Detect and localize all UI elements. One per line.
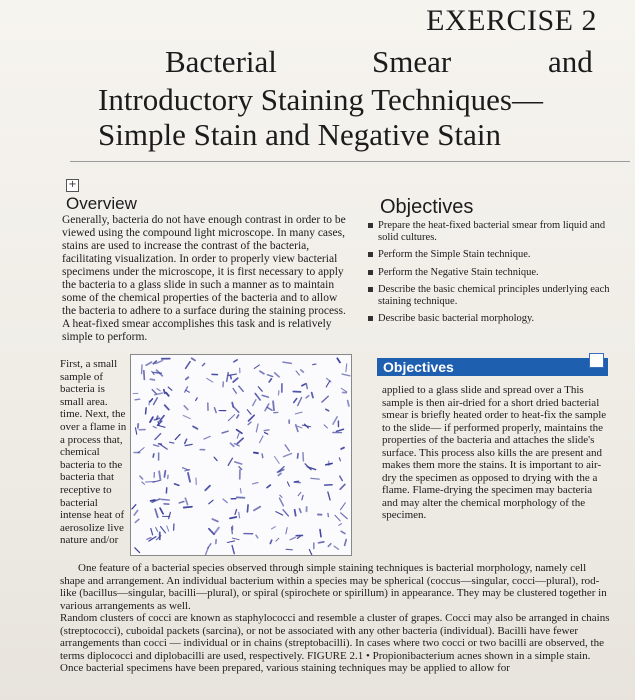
bacterium-rod [297, 536, 300, 538]
bacterium-rod [262, 454, 263, 458]
bacterium-rod [134, 511, 137, 515]
bacterium-rod [260, 371, 264, 373]
bacterium-rod [247, 410, 251, 415]
bacterium-rod [156, 528, 158, 532]
bacterium-rod [150, 379, 154, 380]
bacterium-rod [255, 394, 260, 400]
title-word-and: and [548, 44, 593, 79]
bacterium-rod [184, 406, 188, 410]
bacterium-rod [192, 358, 195, 360]
bacterium-rod [267, 407, 272, 410]
bacterium-rod [233, 378, 237, 382]
bacterium-rod [247, 505, 248, 512]
bacterium-rod [150, 399, 152, 402]
bacterium-rod [283, 510, 288, 516]
bacterium-rod [254, 453, 258, 454]
bacterium-rod [339, 458, 340, 461]
bacterium-rod [153, 426, 156, 428]
bacterium-rod [161, 527, 166, 533]
exercise-label: EXERCISE 2 [426, 4, 597, 37]
bacterium-rod [311, 478, 319, 479]
bacterium-rod [276, 512, 283, 515]
bacterium-rod [336, 429, 343, 431]
title-divider [70, 161, 630, 162]
bacterium-rod [155, 434, 161, 440]
bacterium-rod [147, 538, 151, 540]
body-text [60, 562, 610, 675]
bacterium-rod [146, 408, 147, 414]
bacterium-rod [232, 403, 233, 407]
overview-heading: Overview [66, 194, 137, 213]
bacterium-rod [153, 481, 159, 483]
bacterium-rod [214, 457, 217, 460]
objective-item: Describe the basic chemical principles underlying each staining technique. [366, 284, 624, 307]
micrograph-image [130, 354, 352, 556]
bacterium-rod [164, 471, 165, 477]
bacterium-rod [154, 445, 159, 446]
bacterium-rod [283, 362, 291, 363]
bacterium-rod [151, 529, 153, 535]
bacterium-rod [326, 381, 330, 387]
bacterium-rod [132, 505, 136, 509]
bacterium-rod [296, 371, 299, 375]
bacterium-rod [228, 374, 236, 375]
bacterium-rod [214, 408, 216, 413]
bacterium-rod [256, 424, 258, 432]
bacterium-rod [186, 377, 189, 379]
bacterium-rod [237, 415, 239, 418]
body-paragraph-1: One feature of a bacterial species observed through simple staining techniques is bacterial morphology, namely cell shape and arrangement. An individual bacterium within a species may be spherical (coccus—singular, cocci—plural), rod-like (bacillus—singular, bacilli—plural), or spiral (spirochete or spirillum) in appearance. They may be clustered together in various arrangements as well. [60, 562, 607, 612]
bacterium-rod [153, 372, 161, 373]
bacterium-rod [322, 396, 328, 402]
bacterium-rod [202, 363, 204, 365]
bacterium-rod [269, 379, 271, 382]
title-word-smear: Smear [372, 44, 452, 79]
bacterium-rod [135, 399, 140, 400]
bacterium-rod [214, 528, 218, 534]
bacterium-rod [185, 498, 187, 504]
bacterium-rod [326, 409, 329, 410]
bacterium-rod [276, 538, 279, 541]
bacterium-rod [165, 405, 169, 409]
bacterium-rod [193, 426, 197, 428]
bacterium-rod [138, 448, 144, 453]
bacterium-rod [335, 515, 340, 521]
bacterium-rod [260, 436, 263, 443]
objectives-list [366, 220, 624, 331]
objectives-banner: Objectives [377, 358, 608, 376]
bacterium-rod [175, 434, 180, 439]
bacterium-rod [285, 445, 289, 451]
bacterium-rod [328, 492, 330, 500]
bacterium-rod [339, 524, 342, 525]
bacterium-rod [275, 373, 279, 377]
bacterium-rod [342, 374, 350, 376]
bacterium-rod [159, 471, 160, 480]
bacterium-rod [237, 430, 242, 434]
bacterium-rod [272, 527, 276, 529]
objective-item: Perform the Negative Stain technique. [366, 267, 624, 279]
bacterium-rod [297, 426, 301, 428]
bacterium-rod [348, 401, 349, 406]
bacterium-rod [142, 365, 143, 374]
bacterium-rod [232, 546, 234, 554]
title-word-bacterial: Bacterial [165, 44, 277, 79]
bacterium-rod [274, 456, 279, 463]
bacterium-rod [345, 540, 347, 546]
bacterium-rod [142, 482, 145, 484]
bacterium-rod [278, 473, 281, 475]
bacterium-rod [280, 495, 282, 497]
bacterium-rod [340, 503, 345, 510]
bacterium-rod [297, 454, 298, 458]
bacterium-rod [228, 415, 234, 421]
bacterium-rod [319, 542, 324, 543]
bacterium-rod [235, 510, 236, 515]
bacterium-rod [273, 401, 274, 410]
bacterium-rod [233, 388, 236, 393]
bacterium-rod [290, 537, 295, 539]
bacterium-rod [258, 387, 262, 391]
bacterium-rod [341, 388, 346, 392]
bacterium-rod [334, 546, 338, 549]
bacterium-rod [167, 526, 169, 531]
bacterium-rod [135, 519, 139, 522]
bacterium-rod [154, 398, 158, 405]
bacterium-rod [313, 364, 316, 365]
bacterium-rod [223, 499, 227, 503]
bacterium-rod [340, 484, 345, 489]
bacterium-rod [253, 400, 256, 406]
bacterium-rod [239, 512, 240, 517]
title-line-3: Simple Stain and Negative Stain [98, 117, 501, 152]
bacterium-rod [337, 358, 340, 362]
bacterium-rod [196, 398, 198, 401]
bacterium-rod [233, 407, 238, 413]
bacterium-rod [305, 464, 311, 470]
bacterium-rod [340, 476, 342, 480]
bacterium-rod [150, 417, 153, 422]
bacterium-rod [222, 431, 228, 433]
bacterium-rod [179, 502, 184, 503]
objective-item: Describe basic bacterial morphology. [366, 313, 624, 325]
bacterium-rod [166, 393, 169, 396]
bacterium-rod [160, 444, 167, 449]
bacterium-rod [324, 425, 327, 428]
expand-icon[interactable]: + [66, 179, 79, 192]
bacterium-rod [212, 519, 217, 521]
banner-corner-box [589, 353, 604, 368]
bacterium-rod [299, 509, 300, 513]
bacterium-rod [135, 548, 140, 553]
bacterium-rod [283, 453, 291, 456]
bacterium-rod [188, 473, 190, 482]
wrapped-text-left: First, a small sample of bacteria is small area. time. Next, the over a flame in a process that, chemical bacteria to the bacteria that receptive to bacterial intense heat of aerosolize live nature and/or [60, 358, 127, 547]
bacterium-rod [254, 365, 259, 368]
overview-text: Generally, bacteria do not have enough contrast in order to be viewed using the compound light microscope. In many cases, stains are used to increase the contrast of the bacteria, facilitating visualization. In order to properly view bacterial specimens under the microscope, it is first necessary to apply the bacteria to a glass slide in such a manner as to maintain some of the chemical properties of the bacteria and to allow the bacteria to adhere to a surface during the staining process. A heat-fixed smear accomplishes this task and is relatively simple to perform. [62, 214, 346, 343]
bacterium-rod [278, 470, 284, 473]
bacterium-rod [169, 512, 171, 518]
bacterium-rod [184, 507, 192, 508]
bacterium-rod [248, 422, 251, 425]
body-paragraph-2: Random clusters of cocci are known as staphylococci and resemble a cluster of grapes. Cocci may also be arranged in chains (streptococci), cuboidal packets (sarcina), or not be associated with any other bacteria (individual). Bacilli have fewer arrangements than cocci — individual or in chains (streptobacilli). In cases where two cocci or two bacilli are observed, the terms diplococci and diplobacilli are used, respectively. FIGURE 2.1 • Propionibacterium acnes shown in a simple stain. Once bacterial specimens have been prepared, various staining techniques may be applied to allow for [60, 612, 610, 674]
bacterium-rod [312, 393, 313, 398]
bacterium-rod [146, 362, 151, 365]
bacterium-rod [186, 362, 190, 369]
bacterium-rod [333, 417, 337, 424]
bacterium-rod [234, 360, 237, 362]
bacterium-rod [262, 395, 268, 397]
bacterium-rod [170, 442, 174, 443]
bacterium-rod [235, 462, 242, 464]
bacterium-rod [164, 390, 165, 394]
bacterium-rod [265, 433, 268, 435]
bacterium-rod [287, 482, 289, 486]
bacterium-rod [237, 433, 239, 438]
bacterium-rod [157, 389, 160, 391]
bacterium-rod [302, 384, 305, 386]
bacterium-rod [185, 444, 192, 445]
bacterium-rod [341, 448, 344, 449]
bacterium-rod [227, 541, 234, 543]
bacterium-rod [230, 517, 236, 518]
bacterium-rod [209, 529, 214, 534]
bacterium-rod [239, 467, 242, 470]
bacterium-rod [186, 390, 189, 392]
bacterium-rod [135, 428, 136, 434]
bacterium-rod [183, 415, 190, 418]
bacterium-rod [232, 538, 239, 540]
bacterium-rod [168, 387, 172, 390]
bacterium-rod [230, 443, 233, 446]
bacterium-rod [249, 415, 255, 421]
bacterium-rod [155, 509, 158, 517]
bacterium-rod [227, 373, 229, 382]
bacterium-rod [267, 485, 270, 488]
bacterium-rod [175, 484, 179, 486]
bacterium-rod [326, 463, 332, 464]
bacterium-rod [286, 528, 287, 534]
bacterium-rod [295, 412, 302, 414]
bacterium-rod [256, 535, 258, 538]
bacterium-rod [306, 384, 307, 389]
bacterium-rod [144, 371, 145, 380]
bacterium-rod [270, 540, 271, 543]
bacterium-rod [328, 544, 330, 547]
bacterium-rod [320, 529, 321, 536]
bacterium-rod [341, 531, 345, 533]
bacterium-rod [157, 416, 158, 419]
bacterium-rod [158, 425, 165, 427]
bacterium-rod [295, 510, 296, 516]
bacterium-rod [160, 508, 163, 514]
bacterium-rod [185, 439, 187, 443]
title-line-2: Introductory Staining Techniques— [98, 82, 543, 117]
bacterium-rod [230, 375, 231, 378]
bacterium-rod [160, 416, 164, 421]
bacterium-rod [341, 513, 347, 519]
bacterium-rod [294, 399, 297, 403]
bacterium-rod [140, 476, 143, 479]
bacterium-rod [208, 544, 211, 548]
bacterium-rod [306, 396, 309, 398]
bacterium-rod [268, 375, 273, 377]
bacterium-rod [264, 430, 269, 431]
bacterium-rod [239, 386, 243, 391]
bacterium-rod [204, 436, 210, 439]
bacterium-rod [228, 458, 232, 465]
bacterium-rod [298, 492, 301, 495]
bacterium-rod [254, 507, 260, 511]
bacterium-rod [152, 390, 156, 394]
wrapped-text-right: applied to a glass slide and spread over a This sample is then air-dried for a short dried bacterial smear is briefly heated order to heat-fix the sample to the slide— if performed properly, maintains the properties of the bacteria and attaches the slide's surface. This process also kills the are present and makes them more the stains. It is important to air-dry the specimen as opposed to drying with the a flame. Flame-drying the specimen may bacteria and may alter the chemical morphology of the specimen. [382, 384, 607, 521]
bacterium-rod [279, 498, 283, 506]
bacterium-rod [240, 488, 241, 493]
bacterium-rod [301, 370, 303, 372]
bacterium-rod [298, 398, 302, 406]
bacterium-rod [253, 483, 258, 484]
bacterium-rod [237, 438, 243, 443]
bacterium-rod [205, 486, 210, 491]
bacterium-rod [346, 364, 347, 372]
objective-item: Prepare the heat-fixed bacterial smear from liquid and solid cultures. [366, 220, 624, 243]
bacterium-rod [302, 495, 303, 499]
bacterium-rod [207, 378, 213, 382]
bacterium-rod [209, 500, 213, 504]
objective-item: Perform the Simple Stain technique. [366, 249, 624, 261]
objectives-heading: Objectives [380, 196, 474, 218]
bacterium-rod [153, 454, 154, 457]
bacterium-rod [309, 549, 312, 556]
bacterium-rod [161, 499, 169, 500]
